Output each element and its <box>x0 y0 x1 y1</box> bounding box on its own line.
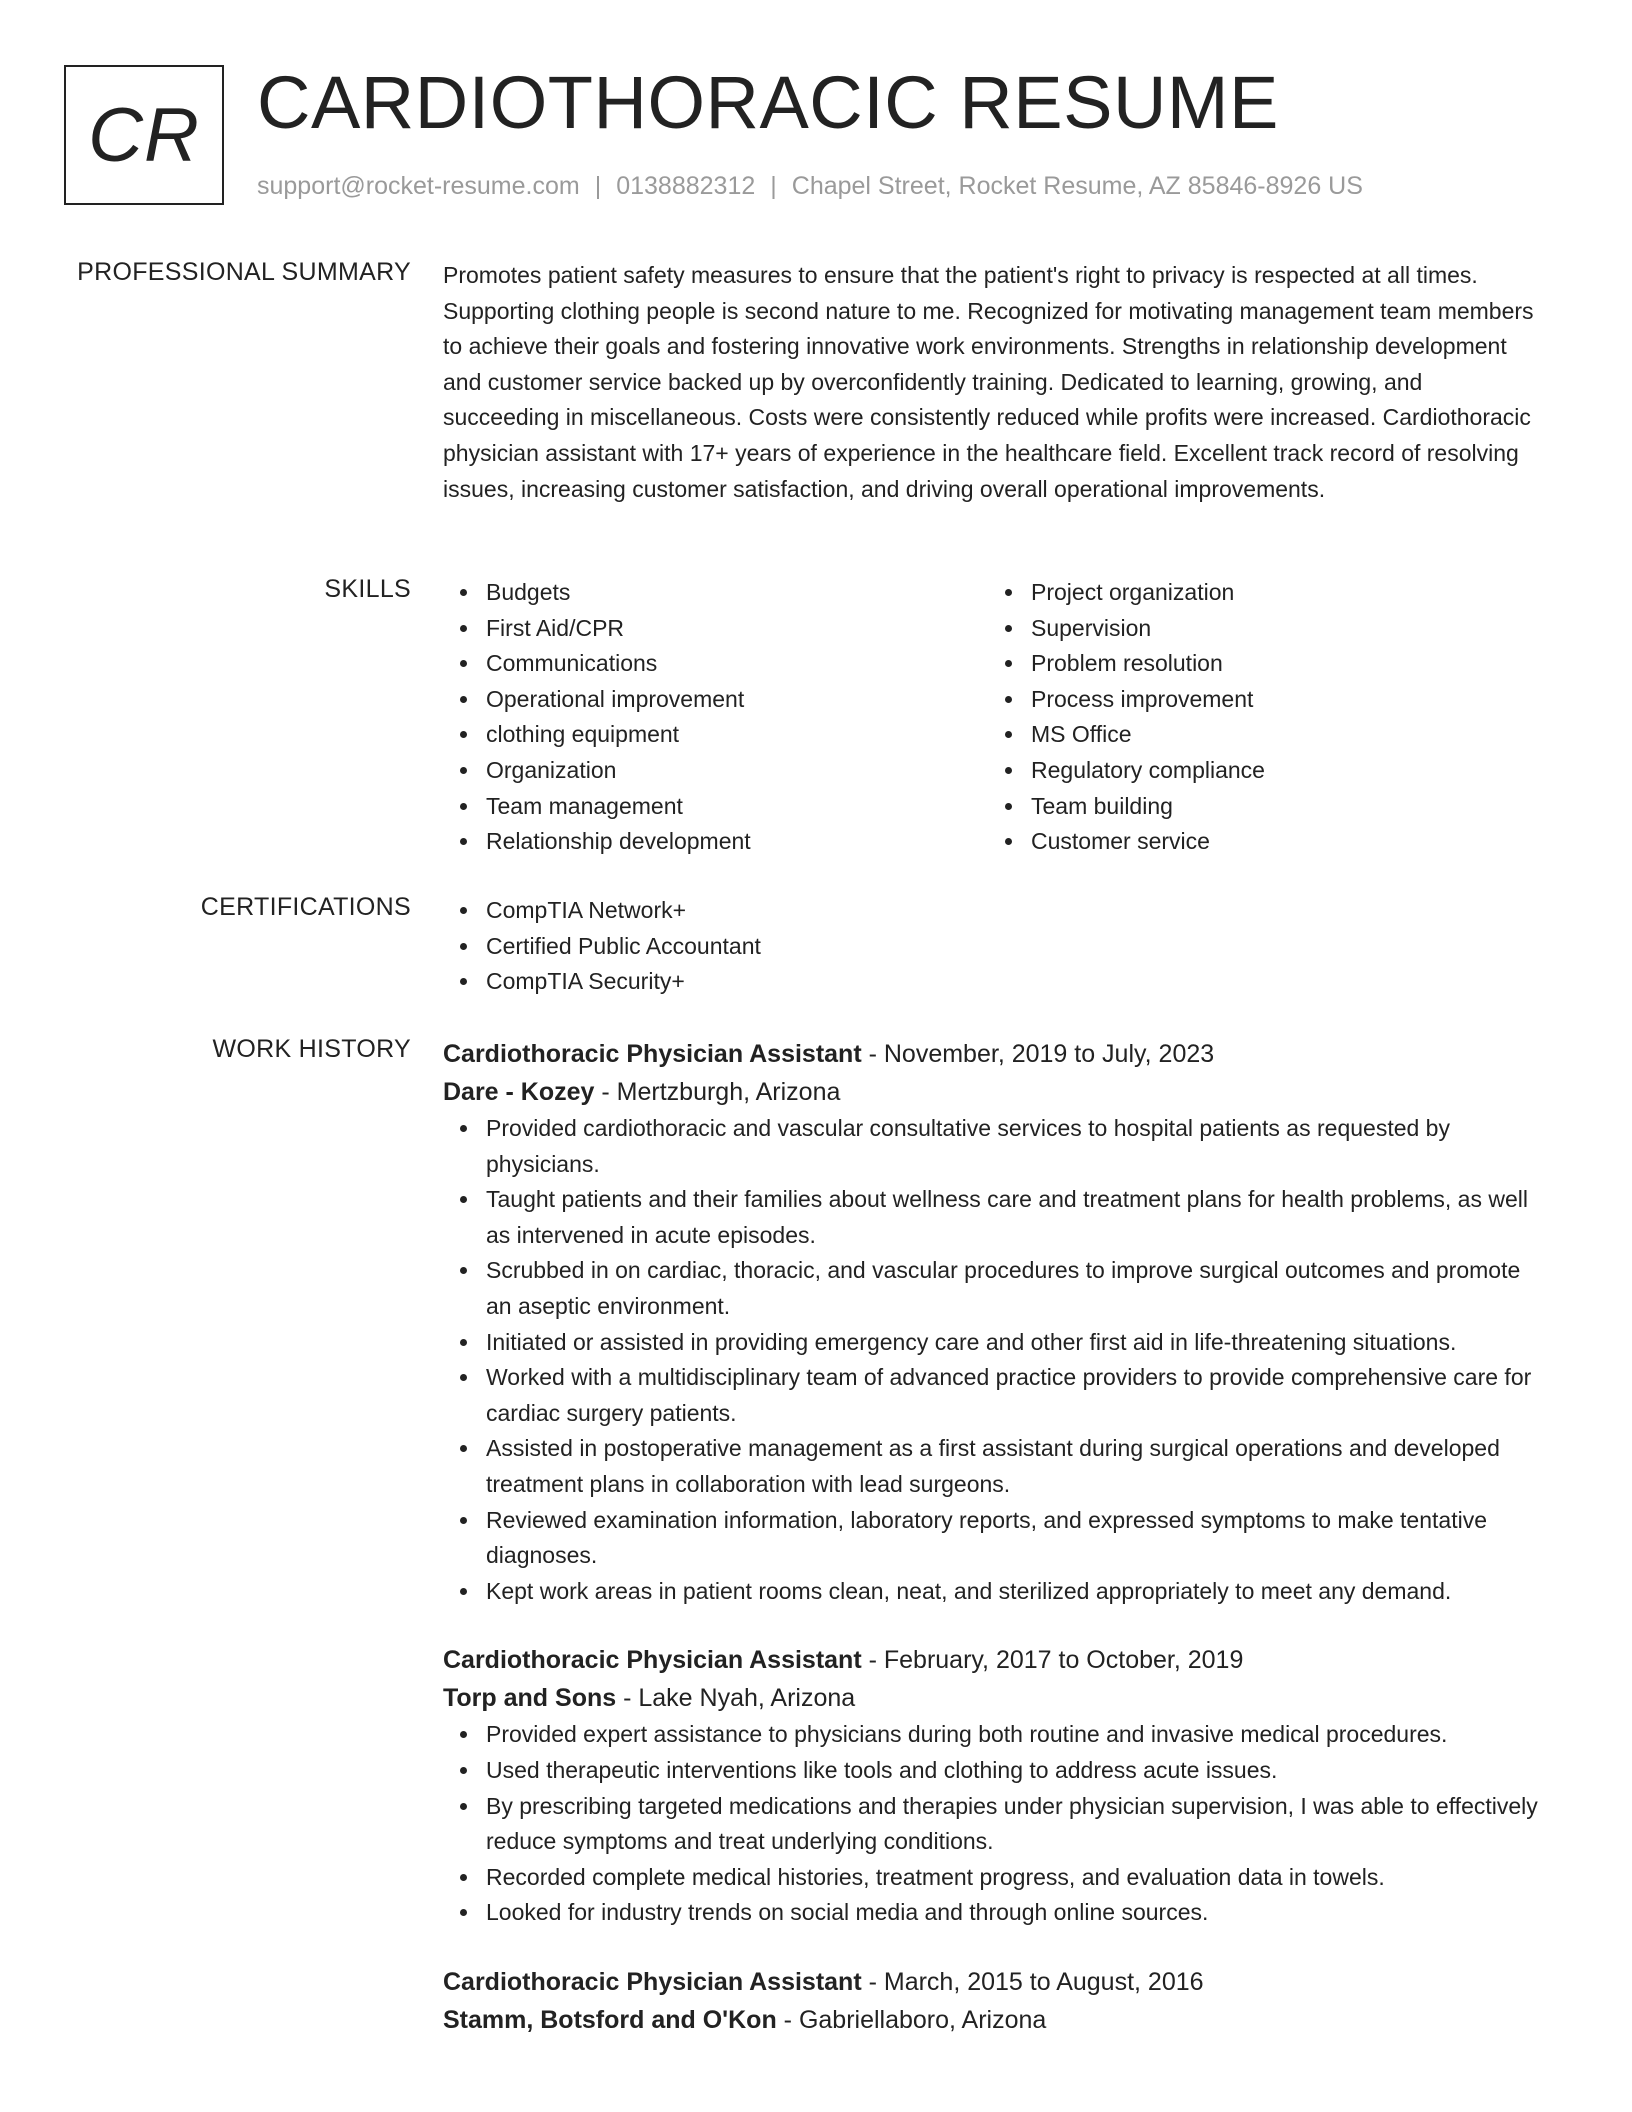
skill-item: Relationship development <box>443 824 988 860</box>
certifications-heading: CERTIFICATIONS <box>200 893 411 921</box>
job-duty-item: Initiated or assisted in providing emergency care and other first aid in life-threatening situations. <box>443 1325 1543 1361</box>
job-company-line <box>443 2001 1543 2039</box>
job-dates: - November, 2019 to July, 2023 <box>861 1040 1215 1068</box>
certifications-list <box>443 893 1543 1000</box>
job-duty-item: Scrubbed in on cardiac, thoracic, and vascular procedures to improve surgical outcomes and promote an aseptic environment. <box>443 1253 1543 1324</box>
summary-text: Promotes patient safety measures to ensure that the patient's right to privacy is respected at all times. Supporting clothing people is second nature to me. Recognized for motivating management team members to achieve their goals and fostering innovative work environments. Strengths in relationship development and customer service backed up by overconfidently training. Dedicated to learning, growing, and succeeding in miscellaneous. Costs were consistently reduced while profits were increased. Cardiothoracic physician assistant with 17+ years of experience in the healthcare field. Excellent track record of resolving issues, increasing customer satisfaction, and driving overall operational improvements. <box>443 262 1534 502</box>
certification-item: Certified Public Accountant <box>443 929 1543 965</box>
job-duty-item: Looked for industry trends on social media and through online sources. <box>443 1895 1543 1931</box>
skill-item: First Aid/CPR <box>443 611 988 647</box>
skill-item: Project organization <box>988 575 1533 611</box>
contact-email[interactable]: support@rocket-resume.com <box>257 172 580 200</box>
certification-item: CompTIA Network+ <box>443 893 1543 929</box>
job-duty-item: Reviewed examination information, laboratory reports, and expressed symptoms to make tentative diagnoses. <box>443 1503 1543 1574</box>
certification-item: CompTIA Security+ <box>443 964 1543 1000</box>
job-company: Stamm, Botsford and O'Kon <box>443 2005 777 2034</box>
resume-header <box>64 61 1584 210</box>
job-duty-item: By prescribing targeted medications and therapies under physician supervision, I was able to effectively reduce symptoms and treat underlying conditions. <box>443 1789 1543 1860</box>
job-dates: - February, 2017 to October, 2019 <box>861 1646 1244 1675</box>
skill-item: Customer service <box>988 824 1533 860</box>
job-duty-item: Used therapeutic interventions like tools and clothing to address acute issues. <box>443 1753 1543 1789</box>
job-entry <box>443 1035 1543 1609</box>
job-title: Cardiothoracic Physician Assistant <box>443 1646 862 1675</box>
job-duty-item: Worked with a multidisciplinary team of advanced practice providers to provide comprehensive care for cardiac surgery patients. <box>443 1360 1543 1431</box>
job-entry <box>443 1963 1543 2039</box>
skill-item: clothing equipment <box>443 717 988 753</box>
job-duties-list <box>443 1717 1543 1931</box>
skills-heading: SKILLS <box>324 575 411 603</box>
skill-item: Communications <box>443 646 988 682</box>
work-history-heading: WORK HISTORY <box>212 1035 411 1063</box>
job-duty-item: Taught patients and their families about wellness care and treatment plans for health problems, as well as intervened in acute episodes. <box>443 1182 1543 1253</box>
skill-item: Team building <box>988 789 1533 825</box>
job-duty-item: Provided cardiothoracic and vascular consultative services to hospital patients as requested by physicians. <box>443 1111 1543 1182</box>
skill-item: Organization <box>443 753 988 789</box>
skills-body <box>443 575 1543 860</box>
job-company: Torp and Sons <box>443 1684 617 1713</box>
skill-item: Budgets <box>443 575 988 611</box>
job-entry <box>443 1641 1543 1931</box>
job-duties-list <box>443 1111 1543 1609</box>
skill-item: Operational improvement <box>443 682 988 718</box>
job-company: Dare - Kozey <box>443 1078 595 1106</box>
skill-item: MS Office <box>988 717 1533 753</box>
job-title: Cardiothoracic Physician Assistant <box>443 1040 862 1068</box>
summary-body <box>443 258 1543 507</box>
contact-phone[interactable]: 0138882312 <box>616 172 756 200</box>
skill-item: Process improvement <box>988 682 1533 718</box>
job-location: - Lake Nyah, Arizona <box>616 1684 856 1713</box>
job-company-line <box>443 1679 1543 1717</box>
contact-line <box>257 172 1363 201</box>
certifications-body <box>443 893 1543 1000</box>
skill-item: Supervision <box>988 611 1533 647</box>
job-duty-item: Assisted in postoperative management as a first assistant during surgical operations and developed treatment plans in collaboration with lead surgeons. <box>443 1431 1543 1502</box>
job-dates: - March, 2015 to August, 2016 <box>861 1967 1204 1996</box>
contact-separator: | <box>594 172 602 200</box>
skill-item: Team management <box>443 789 988 825</box>
job-title-line <box>443 1035 1543 1073</box>
skills-list-right <box>988 575 1533 860</box>
job-location: - Gabriellaboro, Arizona <box>776 2005 1047 2034</box>
contact-address: Chapel Street, Rocket Resume, AZ 85846-8926 US <box>791 172 1363 200</box>
monogram-logo: CR <box>64 65 224 205</box>
job-title: Cardiothoracic Physician Assistant <box>443 1967 862 1996</box>
job-duty-item: Provided expert assistance to physicians during both routine and invasive medical procedures. <box>443 1717 1543 1753</box>
skill-item: Regulatory compliance <box>988 753 1533 789</box>
job-title-line <box>443 1963 1543 2001</box>
job-location: - Mertzburgh, Arizona <box>594 1078 841 1106</box>
skills-list-left <box>443 575 988 860</box>
job-duty-item: Recorded complete medical histories, treatment progress, and evaluation data in towels. <box>443 1860 1543 1896</box>
job-title-line <box>443 1641 1543 1679</box>
job-company-line <box>443 1073 1543 1111</box>
skill-item: Problem resolution <box>988 646 1533 682</box>
page-title: CARDIOTHORACIC RESUME <box>257 61 1279 144</box>
job-duty-item: Kept work areas in patient rooms clean, neat, and sterilized appropriately to meet any demand. <box>443 1574 1543 1610</box>
work-history-body <box>443 1035 1543 2039</box>
contact-separator: | <box>770 172 777 200</box>
summary-heading: PROFESSIONAL SUMMARY <box>77 258 411 286</box>
